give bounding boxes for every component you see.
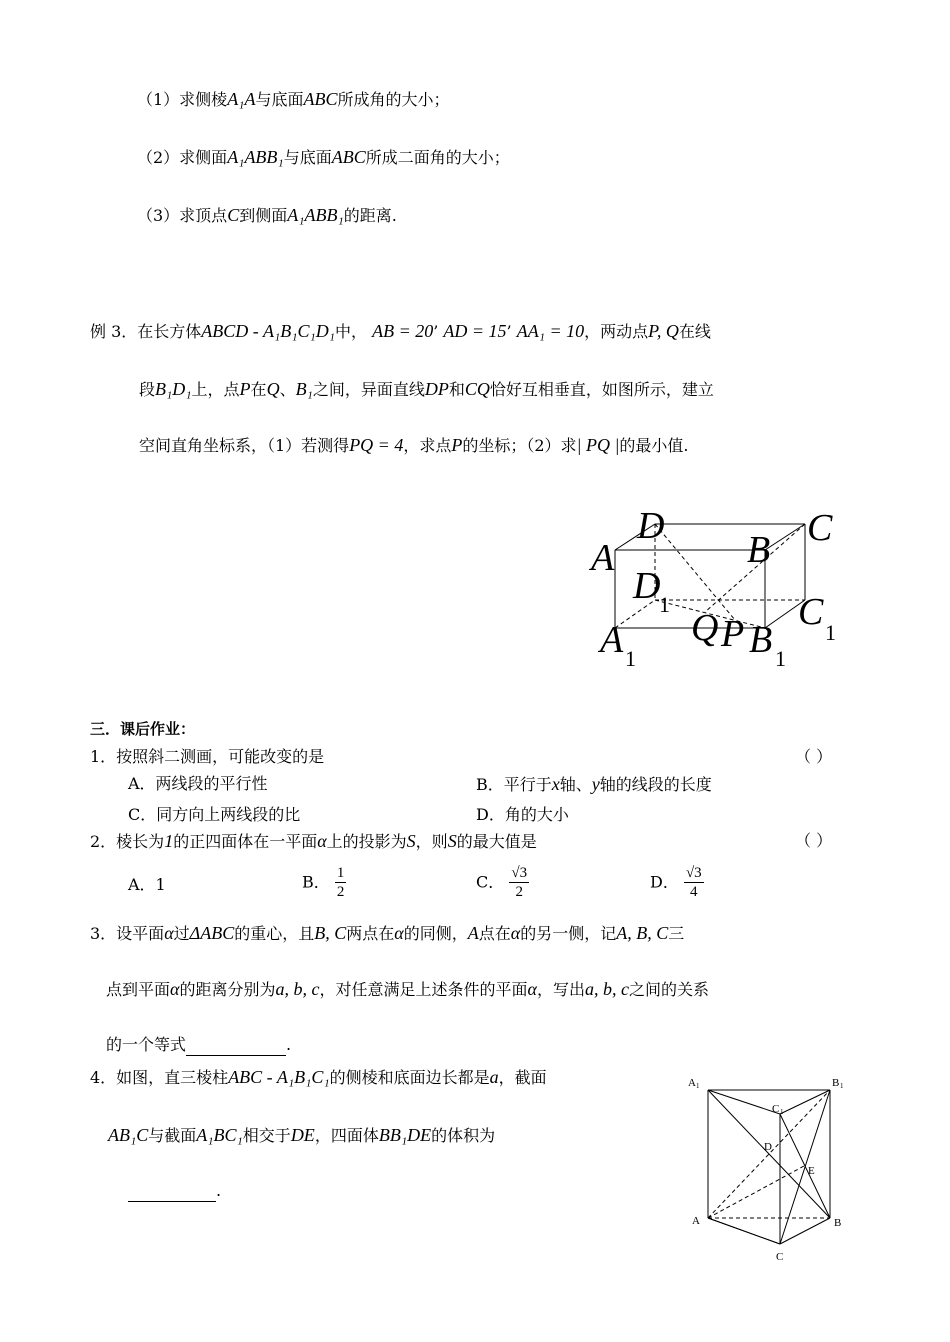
frac-sqrt3-over-2: $\frac{√3}{2}$ [511, 865, 528, 900]
hw-q2-optB: B． $\frac{1}{2}$ [302, 865, 345, 900]
example3-line1: 例 3．在长方体ABCD - A₁B₁C₁D₁中， AB = 20’ AD = 15’ AA₁ = 10，两动点P, Q在线 [90, 321, 711, 341]
label-D: D [637, 505, 665, 547]
label-B1: B [749, 619, 773, 661]
label-C: C [776, 1251, 784, 1263]
hw-q1-paren: （ ） [795, 747, 833, 766]
label-A1-sub: 1 [696, 1082, 700, 1090]
hw-q1-optC: C．同方向上两线段的比 [128, 805, 301, 824]
label-A1-sub: 1 [625, 646, 636, 671]
homework-title: 三．课后作业： [90, 720, 196, 738]
label-C1: C [772, 1103, 780, 1115]
frac-one-half: $\frac{1}{2}$ [336, 865, 345, 900]
label-A1: A [688, 1077, 696, 1089]
label-D1-sub: 1 [659, 592, 670, 617]
hw-q3-line3: 的一个等式 . [106, 1035, 292, 1054]
label-B1: B [832, 1077, 840, 1089]
example3-line3: 空间直角坐标系，（1）若测得PQ = 4，求点P的坐标；（2）求| PQ |的最小值. [139, 435, 689, 455]
subq-2: （2）求侧面A₁ABB₁与底面ABC所成二面角的大小； [137, 147, 510, 167]
label-B1-sub: 1 [775, 646, 786, 671]
label-C1-sub: 1 [780, 1108, 784, 1116]
label-C1: C [798, 591, 824, 633]
hw-q2-optD: D． $\frac{√3}{4}$ [650, 865, 702, 900]
answer-blank-q3[interactable] [186, 1039, 286, 1056]
hw-q3-line2: 点到平面α的距离分别为a, b, c，对任意满足上述条件的平面α，写出a, b, c之间的关系 [106, 979, 709, 999]
label-Q: Q [691, 607, 719, 649]
hw-q1-optB: B．平行于x轴、y轴的线段的长度 [476, 774, 712, 794]
hw-q1-optD: D．角的大小 [476, 805, 569, 824]
label-D1: D [633, 565, 661, 607]
example3-line2: 段B₁D₁上，点P在Q、B₁之间，异面直线DP和CQ恰好互相垂直，如图所示，建立 [139, 379, 714, 399]
label-B: B [747, 529, 771, 571]
subq-3: （3）求顶点C到侧面A₁ABB₁的距离. [137, 205, 397, 225]
label-B: B [834, 1217, 842, 1229]
hw-q2-paren: （ ） [795, 831, 833, 850]
label-B1-sub: 1 [840, 1082, 844, 1090]
hw-q2-optA: A．1 [128, 875, 166, 894]
label-D: D [764, 1141, 772, 1153]
hw-q4-line1: 4．如图，直三棱柱ABC - A₁B₁C₁的侧棱和底面边长都是a，截面 [90, 1067, 547, 1087]
prism-figure [680, 1068, 860, 1278]
hw-q3-line1: 3．设平面α过ΔABC的重心，且B, C两点在α的同侧，A点在α的另一侧，记A, B, C三 [90, 923, 685, 943]
hw-q1-optA: A．两线段的平行性 [128, 774, 268, 793]
subq-1: （1）求侧棱A₁A与底面ABC所成角的大小； [137, 89, 450, 109]
hw-q4-line3: . [128, 1180, 221, 1202]
label-C1-sub: 1 [825, 620, 836, 645]
label-A1: A [600, 619, 624, 661]
answer-blank-q4[interactable] [128, 1185, 216, 1202]
hw-q4-line2: AB₁C与截面A₁BC₁相交于DE，四面体BB₁DE的体积为 [108, 1125, 496, 1145]
label-C: C [807, 507, 833, 549]
frac-sqrt3-over-4: $\frac{√3}{4}$ [685, 865, 702, 900]
label-A: A [591, 537, 615, 579]
label-P: P [721, 613, 745, 655]
hw-q2-optC: C． $\frac{√3}{2}$ [476, 865, 528, 900]
hw-q2: 2．棱长为1的正四面体在一平面α上的投影为S，则S的最大值是 [90, 831, 537, 851]
label-E: E [808, 1165, 815, 1177]
label-A: A [692, 1215, 700, 1227]
cuboid-figure [585, 500, 855, 675]
hw-q1: 1．按照斜二测画，可能改变的是 [90, 747, 325, 766]
